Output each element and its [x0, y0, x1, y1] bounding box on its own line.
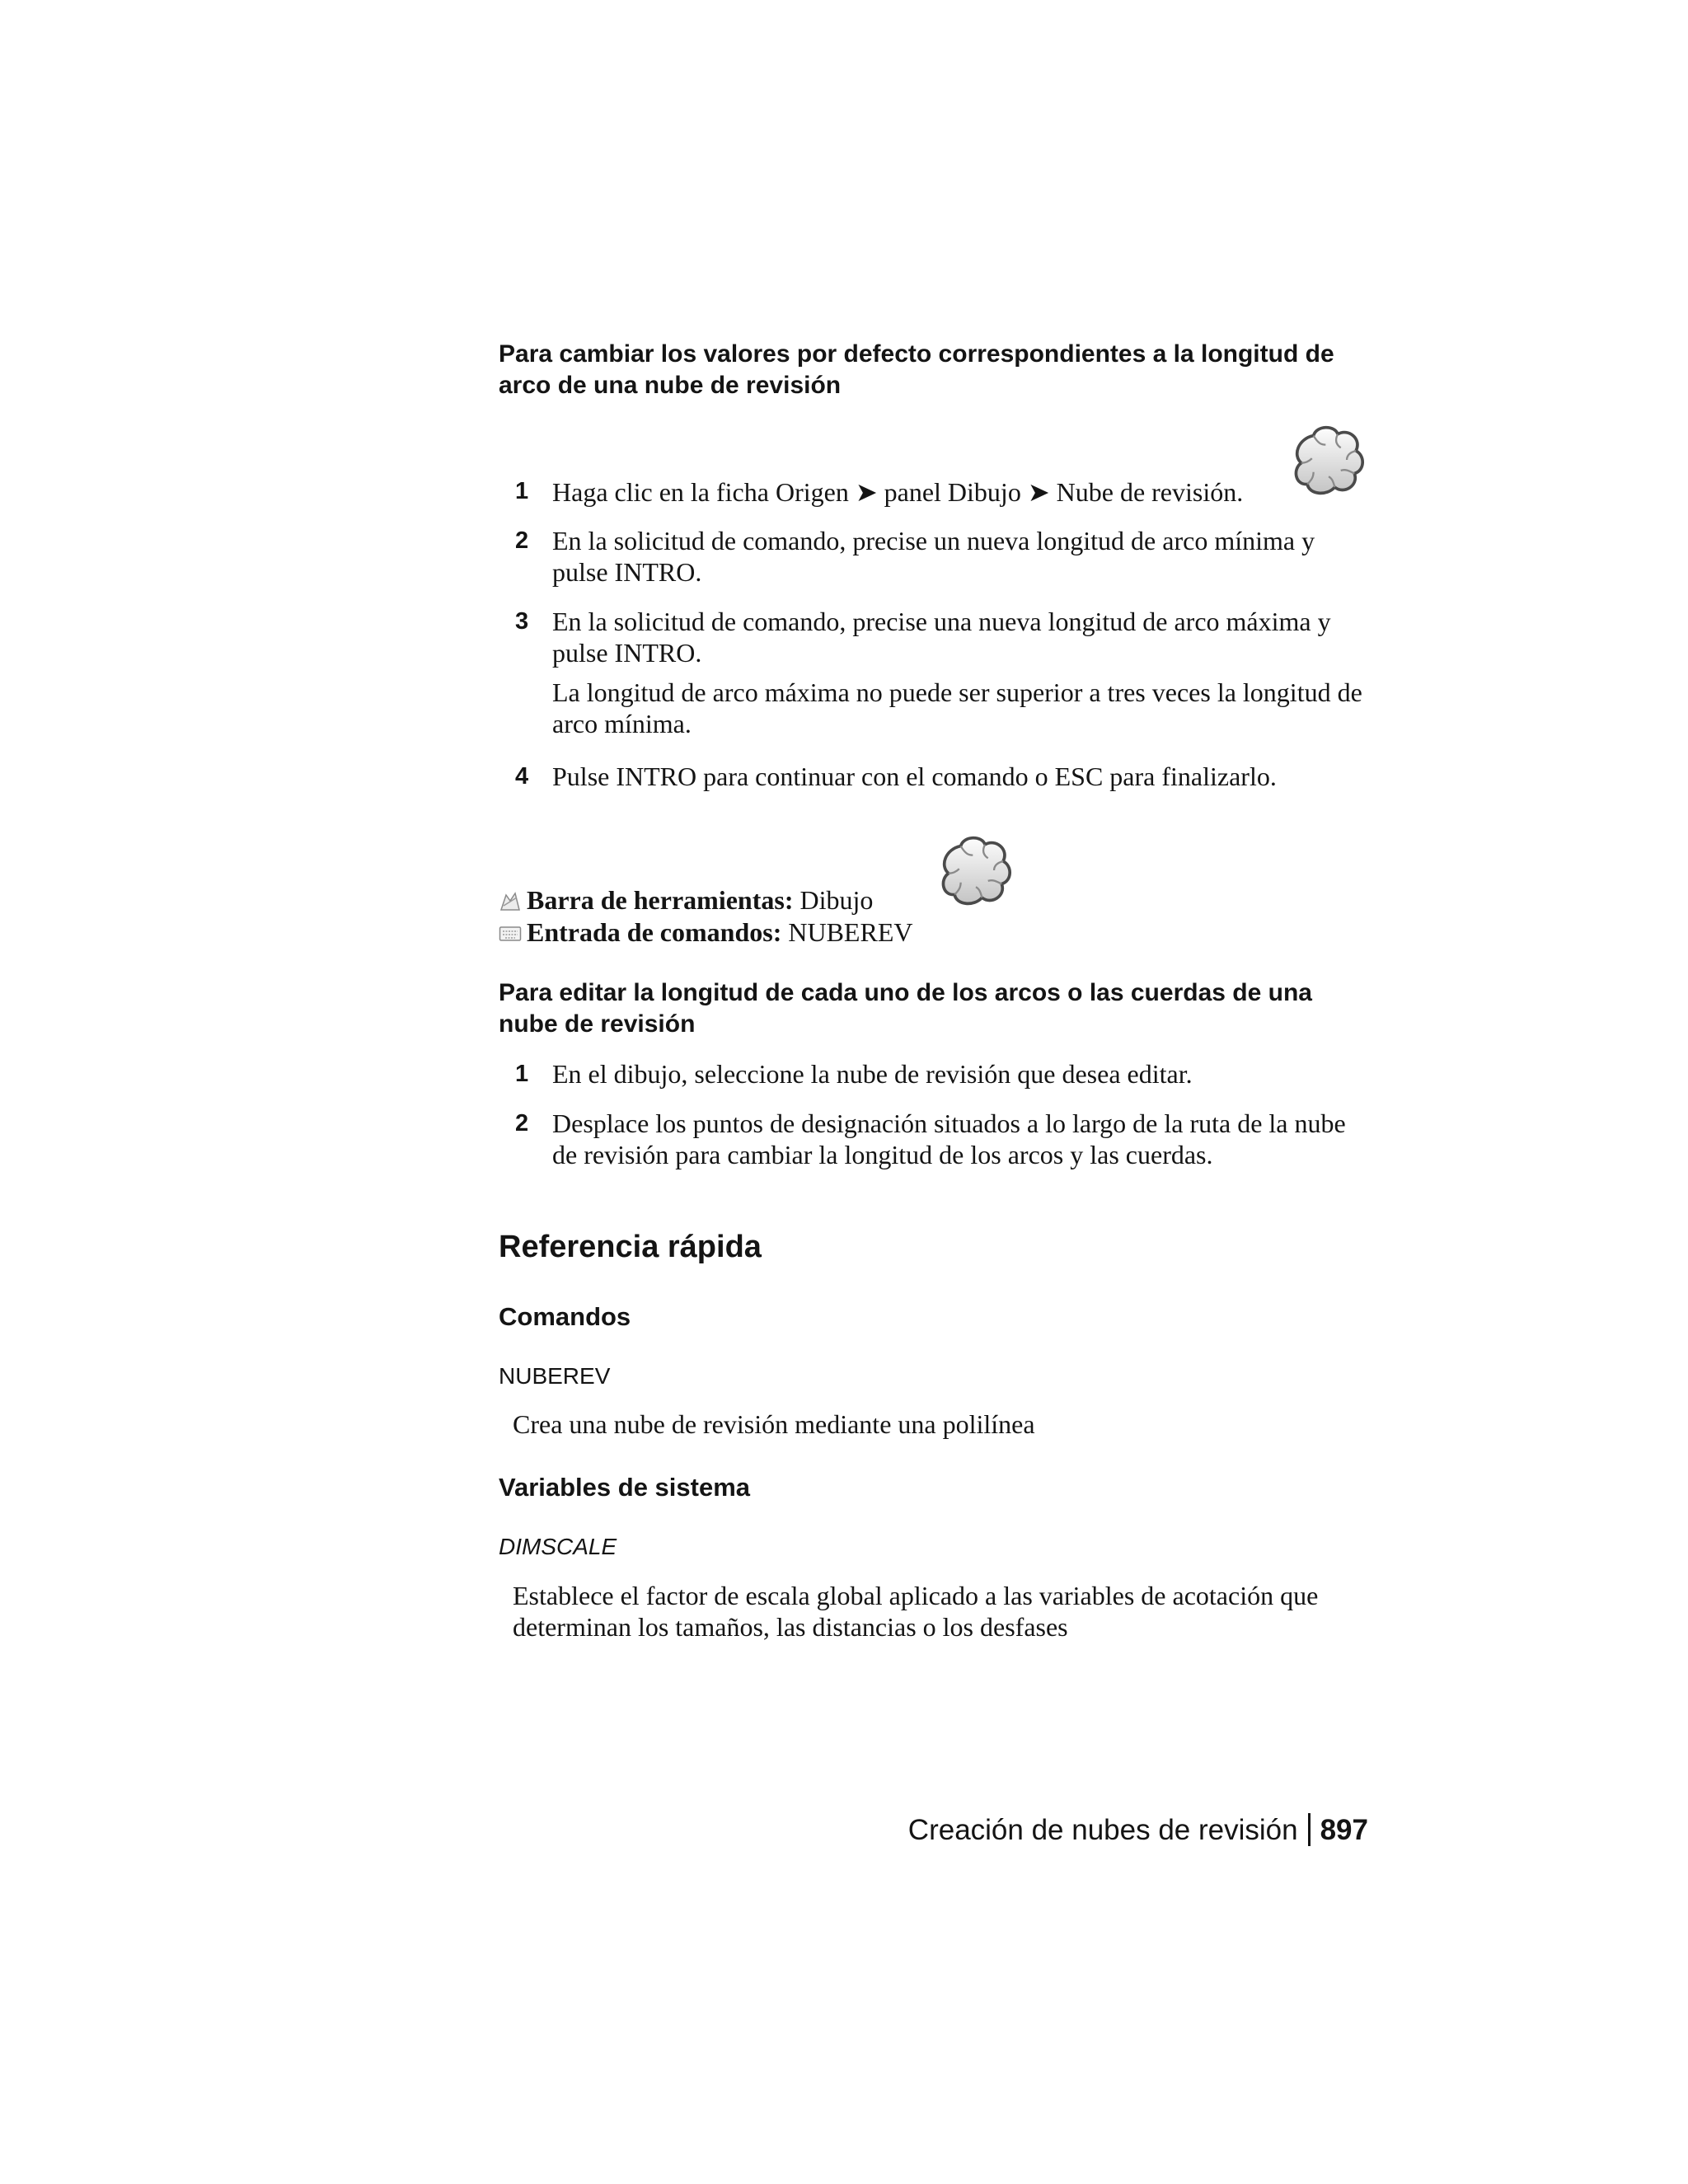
toolbar-icon [499, 891, 522, 912]
step-text: En la solicitud de comando, precise un nueva longitud de arco mínima y pulse INTRO. [552, 526, 1315, 587]
commands-heading: Comandos [499, 1302, 631, 1331]
command-name: NUBEREV [499, 1363, 611, 1389]
step-text: En la solicitud de comando, precise una nueva longitud de arco máxima y pulse INTRO. [552, 607, 1331, 668]
step-number: 4 [515, 763, 529, 790]
command-value: NUBEREV [788, 917, 913, 947]
page-footer [908, 1813, 1368, 1847]
step-text: Haga clic en la ficha Origen ➤ panel Dibujo ➤ Nube de revisión. [552, 477, 1244, 507]
command-label: Entrada de comandos: [527, 917, 782, 947]
toolbar-value: Dibujo [799, 885, 874, 915]
chapter-title: Creación de nubes de revisión [907, 1814, 1298, 1846]
procedure-heading: Para cambiar los valores por defecto correspondientes a la longitud de arco de una nube de revisión [499, 340, 1334, 399]
step-text: Pulse INTRO para continuar con el comando o ESC para finalizarlo. [552, 762, 1277, 791]
toolbar-access-line [499, 884, 873, 916]
system-variable-name: DIMSCALE [499, 1534, 617, 1559]
step-number: 2 [515, 1110, 529, 1137]
step-number: 2 [515, 527, 529, 554]
step-number: 1 [515, 478, 529, 504]
command-description: Crea una nube de revisión mediante una polilínea [513, 1409, 1035, 1439]
revision-cloud-icon [938, 832, 1014, 908]
step-text: En el dibujo, seleccione la nube de revisión que desea editar. [552, 1059, 1193, 1089]
procedure-heading: Para editar la longitud de cada uno de los arcos o las cuerdas de una nube de revisión [499, 979, 1312, 1038]
step-text: Desplace los puntos de designación situados a lo largo de la ruta de la nube de revisión para cambiar la longitud de los arcos y las cuerdas. [552, 1108, 1346, 1169]
system-variable-description: Establece el factor de escala global aplicado a las variables de acotación que determinan los tamaños, las distancias o los desfases [513, 1581, 1319, 1642]
command-access-line [499, 916, 912, 948]
keyboard-icon [499, 923, 522, 944]
step-note: La longitud de arco máxima no puede ser superior a tres veces la longitud de arco mínima. [552, 677, 1362, 738]
step-number: 1 [515, 1061, 529, 1087]
toolbar-label: Barra de herramientas: [527, 885, 794, 915]
footer-divider [1308, 1813, 1311, 1846]
step-number: 3 [515, 608, 529, 635]
page-number: 897 [1320, 1814, 1368, 1846]
system-variables-heading: Variables de sistema [499, 1473, 751, 1502]
quick-reference-title: Referencia rápida [499, 1230, 762, 1264]
